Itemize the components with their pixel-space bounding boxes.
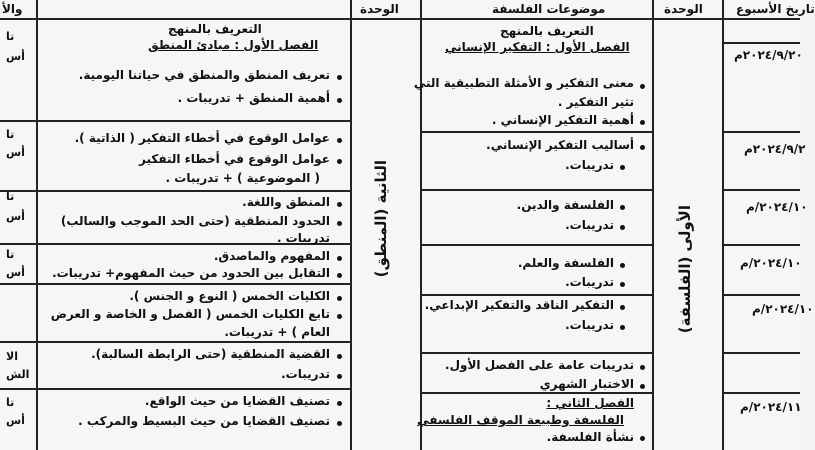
cut-text: تا xyxy=(6,396,15,409)
left-row7-a: تصنيف القضايا من حيث الواقع. xyxy=(144,394,330,408)
unit-header-right: الوحدة xyxy=(664,2,703,16)
grid-line xyxy=(722,0,724,450)
bullet xyxy=(640,365,645,370)
bullet xyxy=(337,314,342,319)
cut-text: أس xyxy=(6,414,25,427)
row-rule xyxy=(722,42,800,44)
bullet xyxy=(620,165,625,170)
left-row6-a: القضية المنطقية (حتى الرابطة السالبة). xyxy=(91,347,330,361)
left-row3-b: الحدود المنطقية (حتى الحد الموجب والسالب) xyxy=(60,214,330,228)
cut-text: أس xyxy=(6,266,25,279)
cut-text: تا xyxy=(6,190,15,203)
cut-text: أس xyxy=(6,146,25,159)
right-chapter2-title: الفصل الثاني : xyxy=(546,396,634,410)
grid-line xyxy=(420,0,422,450)
right-row7-c: نشأة الفلسفة. xyxy=(546,430,634,444)
right-row6-a: تدريبات عامة على الفصل الأول. xyxy=(445,358,634,372)
week-date: ٢٠٢٤/١١/م xyxy=(740,400,802,414)
left-row5-a: الكليات الخمس ( النوع و الجنس ). xyxy=(129,289,330,303)
bullet xyxy=(337,354,342,359)
left-row4-b: التقابل بين الحدود من حيث المفهوم+ تدريبات. xyxy=(52,266,330,280)
right-row5-b: تدريبات. xyxy=(565,318,614,332)
right-row4-b: تدريبات. xyxy=(565,275,614,289)
left-chapter-title: الفصل الأول : مبادئ المنطق xyxy=(148,38,319,52)
left-row3-c: تدريبات . xyxy=(276,231,330,245)
topics-header: موضوعات الفلسفة xyxy=(492,2,606,16)
header-rule xyxy=(0,18,800,20)
bullet xyxy=(337,421,342,426)
row-rule xyxy=(420,294,652,296)
week-header: تاريخ الأسبوع xyxy=(736,2,815,16)
right-chapter2-name: الفلسفة وطبيعة الموقف الفلسفي xyxy=(417,413,624,427)
left-intro: التعريف بالمنهج xyxy=(168,22,262,36)
right-row1-a: معنى التفكير و الأمثلة التطبيقية التي xyxy=(413,76,634,90)
bullet xyxy=(640,384,645,389)
right-row2-a: أساليب التفكير الإنساني. xyxy=(486,138,634,152)
row-rule xyxy=(722,294,800,296)
left-row1-a: تعريف المنطق والمنطق في حياتنا اليومية. xyxy=(78,68,330,82)
bullet xyxy=(640,120,645,125)
grid-line xyxy=(350,0,352,450)
cut-text: تا xyxy=(6,248,15,261)
bullet xyxy=(620,325,625,330)
row-rule xyxy=(420,189,652,191)
grid-line xyxy=(652,0,654,450)
left-row2-b: عوامل الوقوع في أخطاء التفكير xyxy=(139,152,330,166)
right-row4-a: الفلسفة والعلم. xyxy=(517,256,614,270)
row-rule xyxy=(420,131,652,133)
bullet xyxy=(337,159,342,164)
right-row5-a: التفكير الناقد والتفكير الإبداعي. xyxy=(424,298,614,312)
bullet xyxy=(640,84,645,89)
left-cut-header: والأ xyxy=(2,2,23,16)
row-rule xyxy=(0,283,350,285)
left-row7-b: تصنيف القضايا من حيث البسيط والمركب . xyxy=(78,414,330,428)
unit-header-left: الوحدة xyxy=(360,2,399,16)
bullet xyxy=(640,145,645,150)
bullet xyxy=(620,305,625,310)
left-row2-c: ( الموضوعية ) + تدريبات . xyxy=(165,171,320,185)
right-row1-c: أهمية التفكير الإنساني . xyxy=(491,113,634,127)
week-date: ٢٠٢٤/٩/٢م xyxy=(744,142,806,156)
bullet xyxy=(337,202,342,207)
week-date: ٢٠٢٤/١٠/م xyxy=(746,200,808,214)
right-row6-b: الاختبار الشهري xyxy=(539,377,634,391)
bullet xyxy=(337,296,342,301)
left-row2-a: عوامل الوقوع في أخطاء التفكير ( الذاتية ). xyxy=(74,131,330,145)
right-intro: التعريف بالمنهج xyxy=(500,24,594,38)
bullet xyxy=(337,256,342,261)
left-row5-b: تابع الكليات الخمس ( الفصل و الخاصة و العرض xyxy=(50,307,330,321)
row-rule xyxy=(0,120,350,122)
row-rule xyxy=(420,352,652,354)
bullet xyxy=(337,75,342,80)
bullet xyxy=(620,225,625,230)
bullet xyxy=(640,436,645,441)
bullet xyxy=(337,138,342,143)
unit-label-logic: الثانية (المنطق) xyxy=(372,160,390,278)
left-row1-b: أهمية المنطق + تدريبات . xyxy=(177,91,330,105)
cut-text: أس xyxy=(6,210,25,223)
cut-text: أس xyxy=(6,50,25,63)
right-chapter-title: الفصل الأول : التفكير الإنساني xyxy=(445,40,630,54)
row-rule xyxy=(0,190,350,192)
bullet xyxy=(337,401,342,406)
cut-text: تا xyxy=(6,128,15,141)
unit-label-philosophy: الأولى (الفلسفة) xyxy=(676,205,694,334)
right-row3-a: الفلسفة والدين. xyxy=(516,198,614,212)
week-date: ٢٠٢٤/٩/٢٠م xyxy=(734,48,803,62)
left-row6-b: تدريبات. xyxy=(281,367,330,381)
row-rule xyxy=(722,189,800,191)
bullet xyxy=(337,98,342,103)
row-rule xyxy=(0,388,350,390)
row-rule xyxy=(722,352,800,354)
bullet xyxy=(620,263,625,268)
right-row3-b: تدريبات. xyxy=(565,218,614,232)
bullet xyxy=(337,221,342,226)
row-rule xyxy=(722,131,800,133)
right-row2-b: تدريبات. xyxy=(565,158,614,172)
row-rule xyxy=(0,341,350,343)
grid-line xyxy=(36,0,38,450)
cut-text: الا xyxy=(6,350,18,363)
cut-text: الش xyxy=(6,368,30,381)
row-rule xyxy=(420,244,652,246)
week-date: ٢٠٢٤/١٠/م xyxy=(752,302,814,316)
cut-text: تا xyxy=(6,30,15,43)
row-rule xyxy=(722,392,800,394)
bullet xyxy=(337,374,342,379)
bullet xyxy=(620,205,625,210)
left-row3-a: المنطق واللغة. xyxy=(242,195,330,209)
right-row1-b: تثير التفكير . xyxy=(557,95,634,109)
left-row4-a: المفهوم والماصدق. xyxy=(213,249,330,263)
row-rule xyxy=(420,392,652,394)
bullet xyxy=(620,282,625,287)
row-rule xyxy=(722,244,800,246)
left-row5-c: العام ) + تدريبات. xyxy=(224,325,330,339)
week-date: ٢٠٢٤/١٠/م xyxy=(740,256,802,270)
bullet xyxy=(337,273,342,278)
